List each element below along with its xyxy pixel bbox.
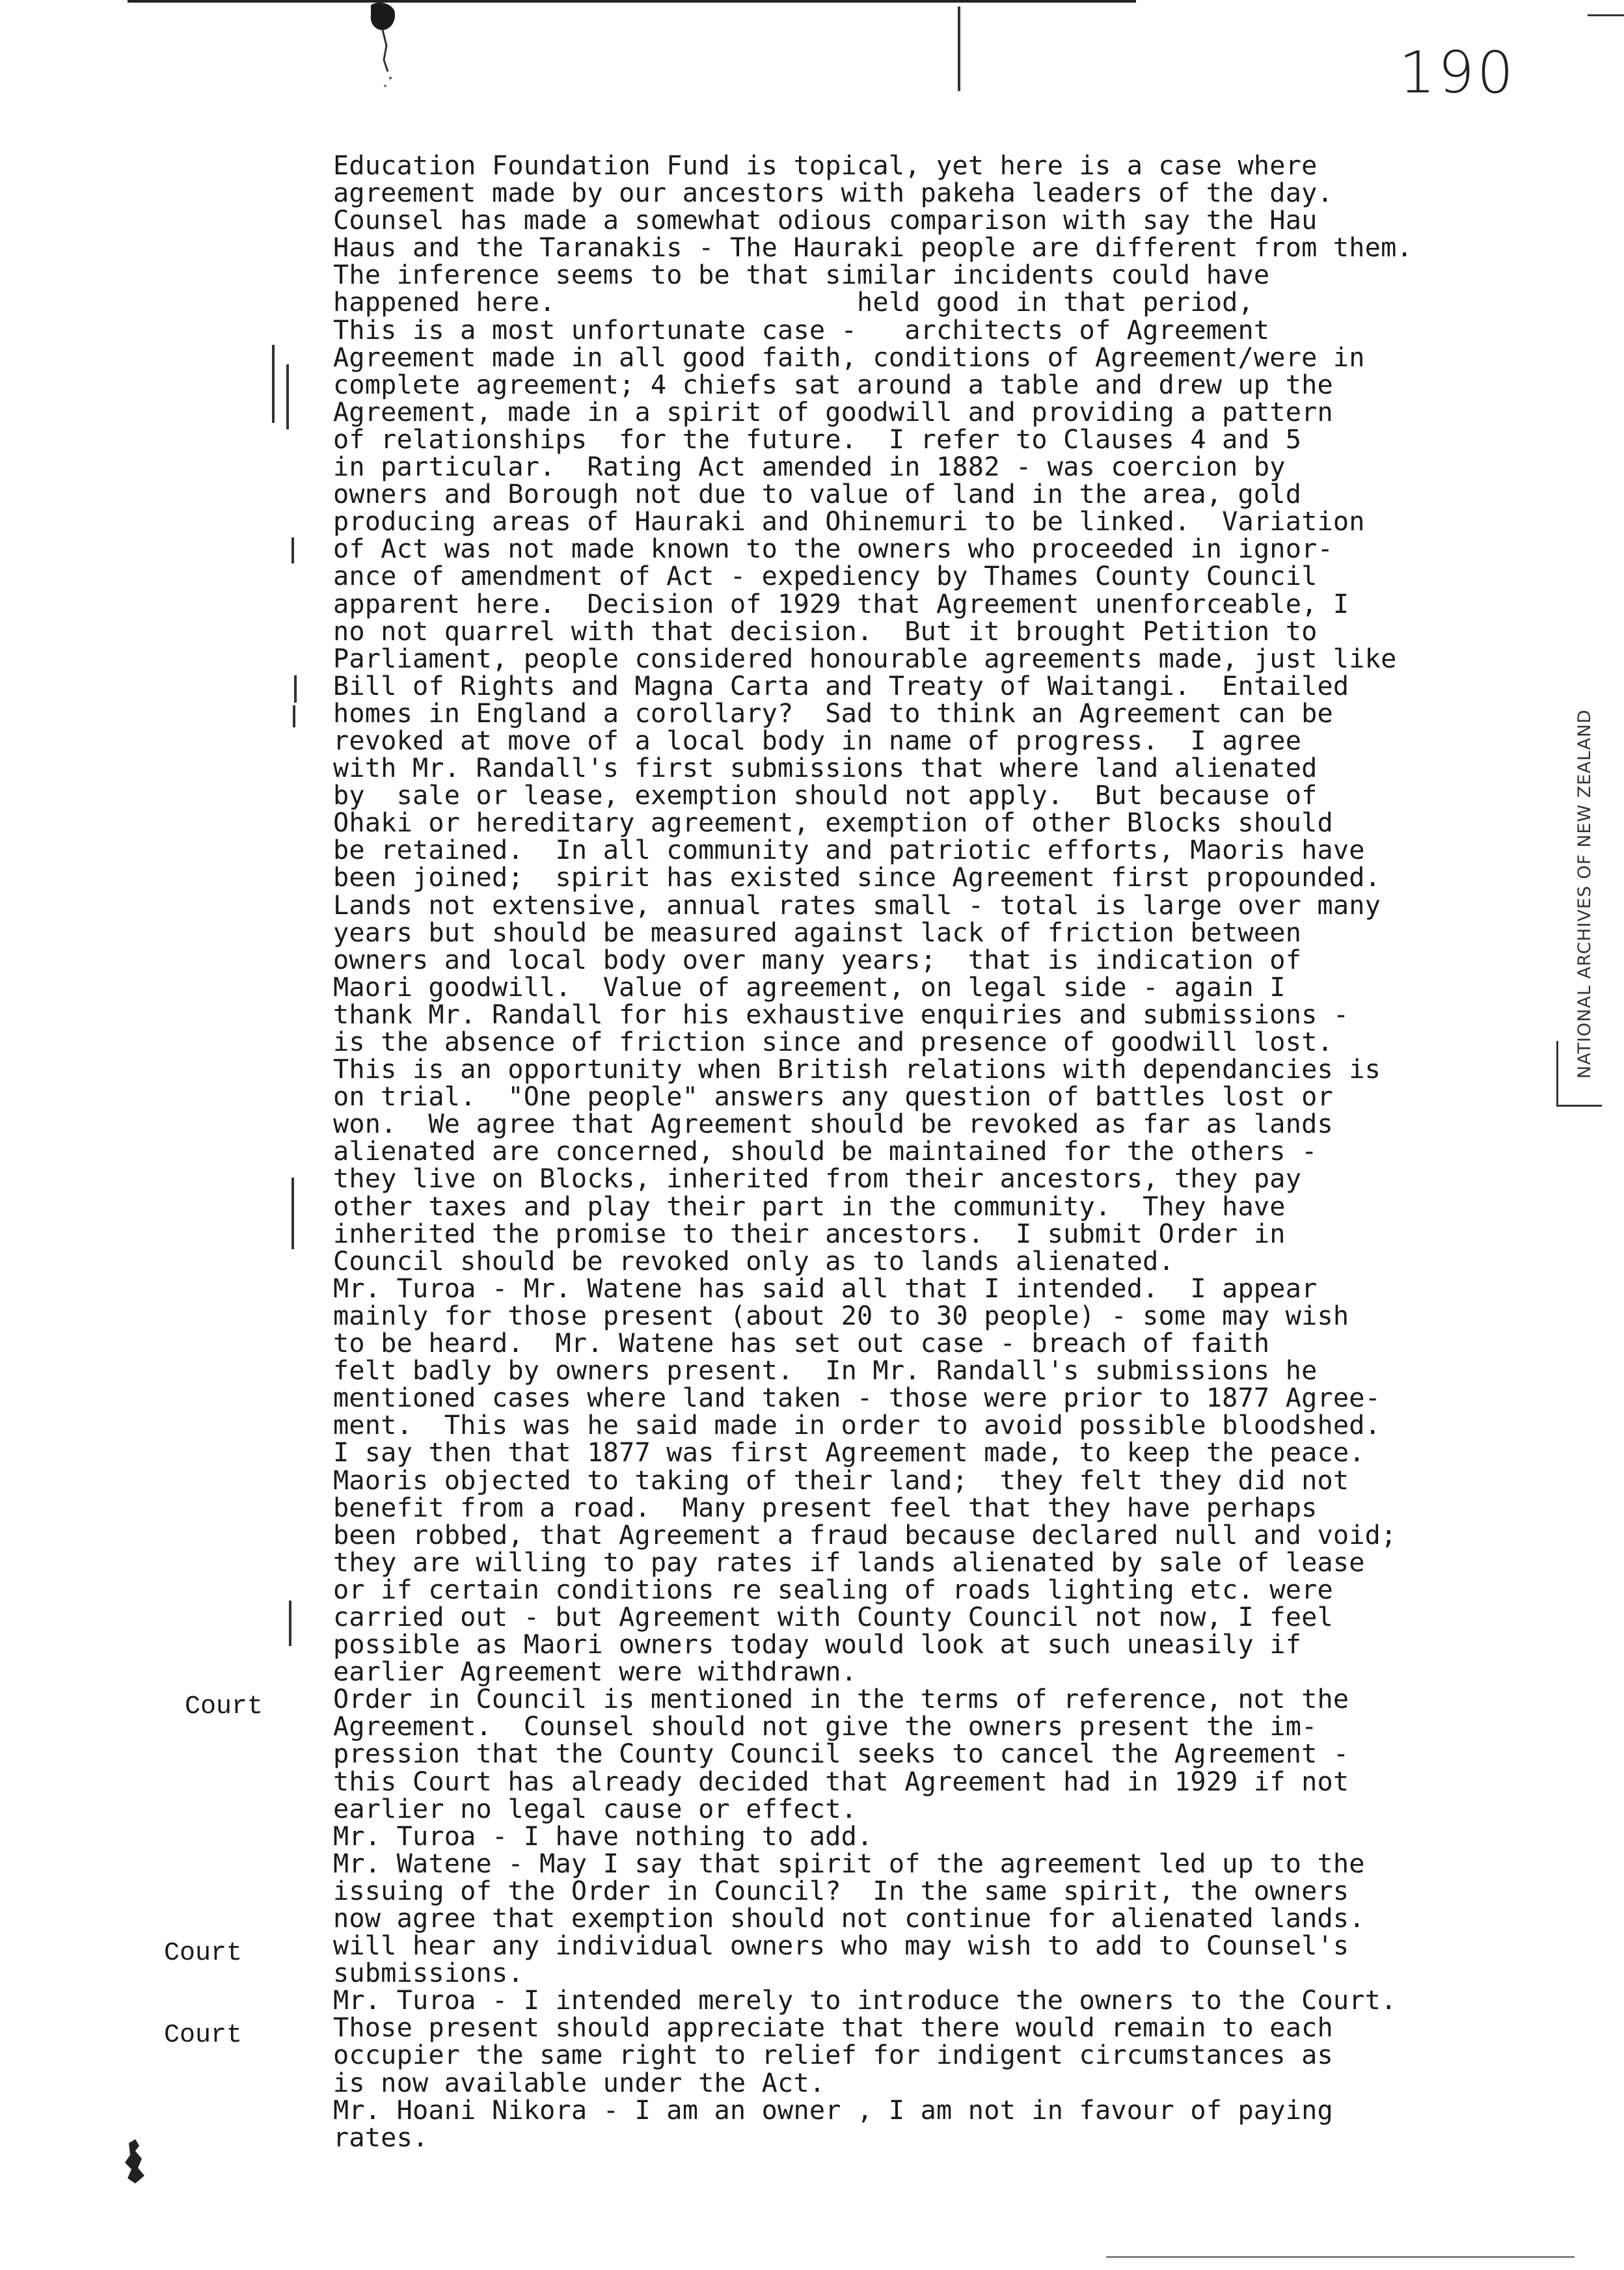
- transcript-line: This is an opportunity when British relations with dependancies is: [333, 1055, 1381, 1085]
- transcript-line: no not quarrel with that decision. But it brought Petition to: [333, 616, 1318, 647]
- bottom-rule: [1106, 2256, 1575, 2258]
- margin-annotation-bar: [293, 705, 295, 727]
- transcript-line: of Act was not made known to the owners who proceeded in ignor-: [333, 534, 1333, 565]
- transcript-line: will hear any individual owners who may wish to add to Counsel's: [333, 1931, 1349, 1962]
- transcript-line: be retained. In all community and patriotic efforts, Maoris have: [333, 835, 1365, 866]
- speaker-label-court-2: Court: [164, 1939, 243, 1968]
- transcript-line: homes in England a corollary? Sad to think an Agreement can be: [333, 698, 1333, 729]
- margin-annotation-bar: [272, 345, 275, 423]
- corner-ink-mark: [116, 2137, 155, 2189]
- transcript-line: Counsel has made a somewhat odious comparison with say the Hau: [333, 206, 1318, 236]
- transcript-line: The inference seems to be that similar incidents could have: [333, 260, 1270, 291]
- transcript-line: carried out - but Agreement with County Council not now, I feel: [333, 1602, 1333, 1632]
- transcript-line: Agreement. Counsel should not give the owners present the im-: [333, 1712, 1318, 1742]
- speaker-label-court-3: Court: [164, 2021, 243, 2050]
- transcript-line: of relationships for the future. I refer to Clauses 4 and 5: [333, 424, 1302, 455]
- margin-annotation-bar: [286, 364, 289, 429]
- transcript-line: in particular. Rating Act amended in 1882 - was coercion by: [333, 452, 1286, 483]
- transcript-line: is now available under the Act.: [333, 2068, 826, 2098]
- transcript-line: Mr. Turoa - I have nothing to add.: [333, 1821, 873, 1852]
- stamp-bracket: [1556, 1041, 1558, 1106]
- margin-annotation-bar: [291, 1178, 294, 1249]
- transcript-line: Those present should appreciate that there would remain to each: [333, 2013, 1333, 2044]
- transcript-line: pression that the County Council seeks to cancel the Agreement -: [333, 1739, 1349, 1770]
- transcript-line: submissions.: [333, 1958, 524, 1989]
- transcript-line: Mr. Turoa - I intended merely to introduce the owners to the Court.: [333, 1986, 1397, 2016]
- transcript-line: Mr. Hoani Nikora - I am an owner , I am not in favour of paying: [333, 2095, 1333, 2126]
- transcript-line: they are willing to pay rates if lands alienated by sale of lease: [333, 1547, 1365, 1578]
- transcript-line: Lands not extensive, annual rates small - total is large over many: [333, 890, 1381, 921]
- transcript-line: Education Foundation Fund is topical, yet here is a case where: [333, 151, 1318, 181]
- transcript-line: producing areas of Hauraki and Ohinemuri to be linked. Variation: [333, 507, 1365, 537]
- stamp-rule: [1556, 1105, 1602, 1107]
- transcript-line: I say then that 1877 was first Agreement made, to keep the peace.: [333, 1438, 1365, 1468]
- transcript-line: mentioned cases where land taken - those were prior to 1877 Agree-: [333, 1383, 1381, 1414]
- transcript-line: other taxes and play their part in the community. They have: [333, 1191, 1286, 1222]
- transcript-line: Mr. Watene - May I say that spirit of the agreement led up to the: [333, 1848, 1365, 1879]
- transcript-line: rates.: [333, 2122, 429, 2153]
- transcript-line: complete agreement; 4 chiefs sat around a table and drew up the: [333, 370, 1333, 400]
- top-rule: [128, 0, 1136, 3]
- transcript-line: earlier no legal cause or effect.: [333, 1794, 858, 1824]
- transcript-line: Order in Council is mentioned in the terms of reference, not the: [333, 1684, 1349, 1715]
- transcript-line: Council should be revoked only as to lands alienated.: [333, 1246, 1174, 1277]
- transcript-line: ance of amendment of Act - expediency by Thames County Council: [333, 561, 1318, 592]
- page-number: 190: [1399, 39, 1516, 106]
- margin-annotation-bar: [291, 537, 294, 563]
- transcript-line: with Mr. Randall's first submissions that where land alienated: [333, 753, 1318, 784]
- transcript-line: happened here. held good in that period,: [333, 288, 1254, 318]
- transcript-line: revoked at move of a local body in name of progress. I agree: [333, 725, 1302, 756]
- transcript-body: [333, 152, 1511, 2152]
- transcript-line: to be heard. Mr. Watene has set out case - breach of faith: [333, 1329, 1270, 1359]
- transcript-line: owners and Borough not due to value of land in the area, gold: [333, 480, 1302, 510]
- transcript-line: years but should be measured against lack of friction between: [333, 917, 1302, 948]
- transcript-line: Agreement, made in a spirit of goodwill and providing a pattern: [333, 397, 1333, 427]
- transcript-line: they live on Blocks, inherited from their ancestors, they pay: [333, 1164, 1302, 1195]
- margin-annotation-bar: [294, 675, 297, 703]
- transcript-line: felt badly by owners present. In Mr. Randall's submissions he: [333, 1356, 1318, 1386]
- transcript-line: Parliament, people considered honourable agreements made, just like: [333, 643, 1397, 674]
- transcript-line: by sale or lease, exemption should not apply. But because of: [333, 781, 1318, 811]
- transcript-line: This is a most unfortunate case - architects of Agreement: [333, 315, 1270, 345]
- binding-hole-mark: [364, 0, 416, 91]
- transcript-line: agreement made by our ancestors with pakeha leaders of the day.: [333, 178, 1333, 209]
- top-rule-right: [1588, 14, 1624, 16]
- transcript-line: on trial. "One people" answers any question of battles lost or: [333, 1082, 1333, 1113]
- transcript-line: this Court has already decided that Agreement had in 1929 if not: [333, 1766, 1349, 1797]
- transcript-line: mainly for those present (about 20 to 30 people) - some may wish: [333, 1301, 1349, 1331]
- transcript-line: won. We agree that Agreement should be revoked as far as lands: [333, 1109, 1333, 1140]
- transcript-line: issuing of the Order in Council? In the same spirit, the owners: [333, 1876, 1349, 1906]
- transcript-line: been robbed, that Agreement a fraud because declared null and void;: [333, 1520, 1397, 1550]
- transcript-line: Maoris objected to taking of their land; they felt they did not: [333, 1465, 1349, 1496]
- transcript-line: been joined; spirit has existed since Agreement first propounded.: [333, 863, 1381, 893]
- transcript-line: benefit from a road. Many present feel that they have perhaps: [333, 1493, 1318, 1523]
- transcript-line: Maori goodwill. Value of agreement, on legal side - again I: [333, 972, 1286, 1003]
- transcript-line: occupier the same right to relief for indigent circumstances as: [333, 2040, 1333, 2071]
- transcript-line: or if certain conditions re sealing of roads lighting etc. were: [333, 1574, 1333, 1605]
- transcript-line: now agree that exemption should not continue for alienated lands.: [333, 1904, 1365, 1934]
- transcript-line: apparent here. Decision of 1929 that Agreement unenforceable, I: [333, 589, 1349, 619]
- archive-stamp: NATIONAL ARCHIVES OF NEW ZEALAND: [1575, 709, 1595, 1079]
- transcript-line: Mr. Turoa - Mr. Watene has said all that I intended. I appear: [333, 1273, 1318, 1304]
- transcript-line: inherited the promise to their ancestors. I submit Order in: [333, 1219, 1286, 1249]
- transcript-line: thank Mr. Randall for his exhaustive enquiries and submissions -: [333, 999, 1349, 1030]
- transcript-line: earlier Agreement were withdrawn.: [333, 1657, 858, 1688]
- margin-annotation-bar: [289, 1601, 291, 1646]
- speaker-label-court-1: Court: [185, 1692, 264, 1722]
- transcript-line: Ohaki or hereditary agreement, exemption of other Blocks should: [333, 808, 1333, 839]
- center-tick-mark: [958, 7, 960, 91]
- transcript-line: Bill of Rights and Magna Carta and Treaty of Waitangi. Entailed: [333, 671, 1349, 701]
- transcript-line: ment. This was he said made in order to avoid possible bloodshed.: [333, 1411, 1381, 1441]
- transcript-line: possible as Maori owners today would look at such uneasily if: [333, 1630, 1302, 1660]
- transcript-line: Agreement made in all good faith, conditions of Agreement/were in: [333, 342, 1365, 373]
- transcript-line: is the absence of friction since and presence of goodwill lost.: [333, 1027, 1333, 1057]
- transcript-line: Haus and the Taranakis - The Hauraki people are different from them.: [333, 233, 1413, 263]
- transcript-line: alienated are concerned, should be maintained for the others -: [333, 1137, 1318, 1167]
- transcript-line: owners and local body over many years; that is indication of: [333, 945, 1302, 975]
